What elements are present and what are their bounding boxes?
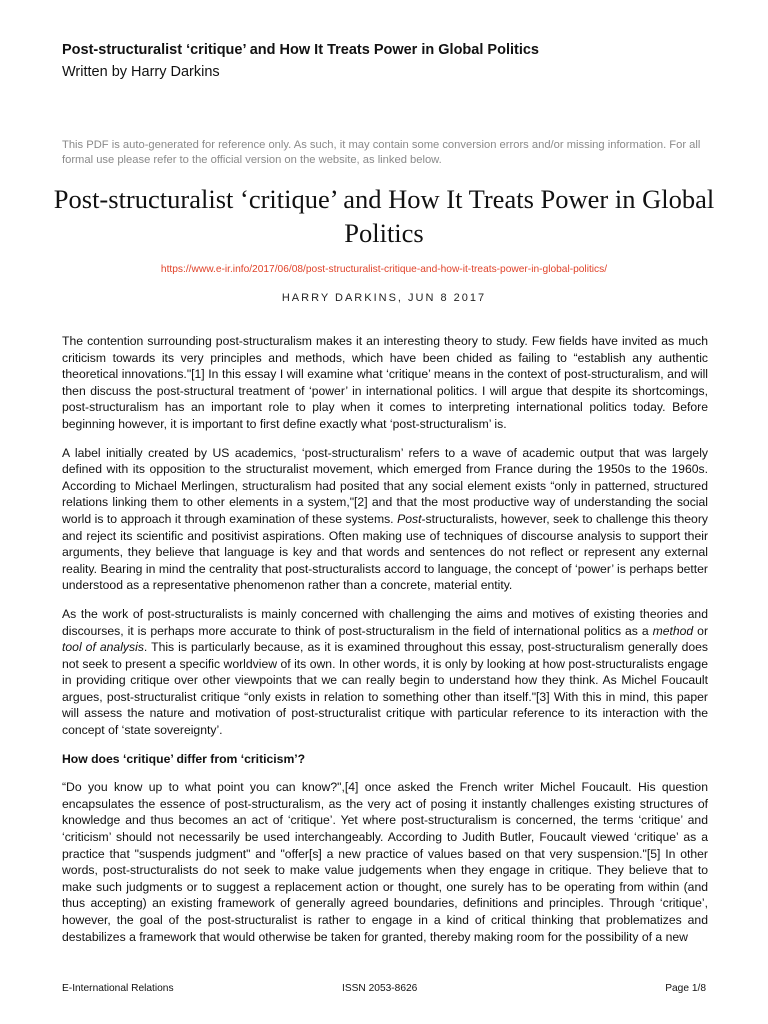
paragraph-1: The contention surrounding post-structuralism makes it an interesting theory to study. Few fields have invited as much criticism towards its very principles and methods, which have been chided as failing to “establish any authentic theoretical innovations."[1] In this essay I will examine what ‘critique’ means in the context of post-structuralism, and will then discuss the post-structural treatment of ‘power’ in international politics. I will argue that despite its shortcomings, post-structuralism has an important role to play when it comes to interpreting international politics today. Before beginning however, it is important to first define exactly what ‘post-structuralism’ is. — [62, 334, 708, 431]
running-header-author: Written by Harry Darkins — [62, 64, 220, 80]
paragraph-2 — [62, 445, 708, 594]
footer-issn: ISSN 2053-8626 — [342, 983, 418, 994]
article-url-link[interactable]: https://www.e-ir.info/2017/06/08/post-structuralist-critique-and-how-it-treats-power-in-global-politics/ — [160, 264, 608, 275]
paragraph-3-emphasis-1: method — [652, 623, 694, 638]
paragraph-2-emphasis: Post — [397, 511, 422, 526]
article-body — [62, 333, 708, 957]
auto-generated-notice: This PDF is auto-generated for reference only. As such, it may contain some conversion errors and/or missing information. For all formal use please refer to the official version on the website, as linked below. — [62, 139, 701, 166]
paragraph-3-part-b: or — [693, 623, 708, 638]
section-heading: How does ‘critique’ differ from ‘criticism’? — [62, 751, 306, 766]
paragraph-3-part-c: . This is particularly because, as it is examined throughout this essay, post-structuralism generally does not seek to present a specific worldview of its own. In other words, it is only by looking at how post-structuralists engage in providing critique over other viewpoints that we can really begin to understand how they think. As Michel Foucault argues, post-structuralist critique “only exists in relation to something other than itself."[3] With this in mind, this paper will assess the nature and motivation of post-structuralist critique with particular reference to its interaction with the concept of ‘state sovereignty’. — [62, 640, 708, 738]
paragraph-2-part-a: A label initially created by US academics, ‘post-structuralism’ refers to a wave of academic output that was largely defined with its opposition to the structuralist movement, which emerged from France during the 1950s to the 1960s. According to Michael Merlingen, structuralism had posited that any social element exists “only in patterned, structured relations linking them to other elements in a system,"[2] and that the most productive way of understanding the social world is to approach it through examination of these systems. — [62, 445, 708, 526]
footer-page-number: Page 1/8 — [665, 983, 706, 994]
running-header-title: Post-structuralist ‘critique’ and How It Treats Power in Global Politics — [62, 42, 539, 58]
article-title: Post-structuralist ‘critique’ and How It Treats Power in Global Politics — [53, 184, 715, 248]
article-byline: HARRY DARKINS, JUN 8 2017 — [281, 292, 487, 304]
footer-publisher: E-International Relations — [62, 983, 174, 994]
paragraph-3-emphasis-2: tool of analysis — [62, 640, 144, 655]
paragraph-3-part-a: As the work of post-structuralists is mainly concerned with challenging the aims and motives of existing theories and discourses, it is perhaps more accurate to think of post-structuralism in the field of international politics as a — [62, 606, 708, 638]
paragraph-4: “Do you know up to what point you can know?",[4] once asked the French writer Michel Foucault. His question encapsulates the essence of post-structuralism, as the very act of posing it instantly challenges existing structures of knowledge and thus becomes an act of ‘critique’. Yet where post-structuralism is concerned, the terms ‘critique’ and ‘criticism’ should not necessarily be used interchangeably. According to Judith Butler, Foucault viewed ‘critique’ as a practice that "suspends judgment" and "offer[s] a new practice of values based on that very suspension."[5] In other words, post-structuralists do not seek to make value judgements when they engage in critique. They believe that to make such judgments or to suggest a replacement action or thought, one surely has to be operating from within (and thus accepting) an existing framework of generally agreed boundaries, definitions and principles. Through ‘critique’, however, the goal of the post-structuralist is rather to engage in a kind of critical thinking that problematizes and destabilizes a framework that would otherwise be taken for granted, thereby making room for the possibility of a new — [62, 780, 708, 944]
paragraph-3 — [62, 606, 708, 739]
paragraph-2-part-b: -structuralists, however, seek to challenge this theory and reject its scientific and positivist aspirations. Often making use of techniques of discourse analysis to support their arguments, they believe that language is key and that words and sentences do not reflect or represent any external reality. Bearing in mind the centrality that post-structuralists accord to language, the concept of ‘power’ is perhaps better understood as a representative phenomenon rather than a concrete, material entity. — [62, 511, 708, 593]
